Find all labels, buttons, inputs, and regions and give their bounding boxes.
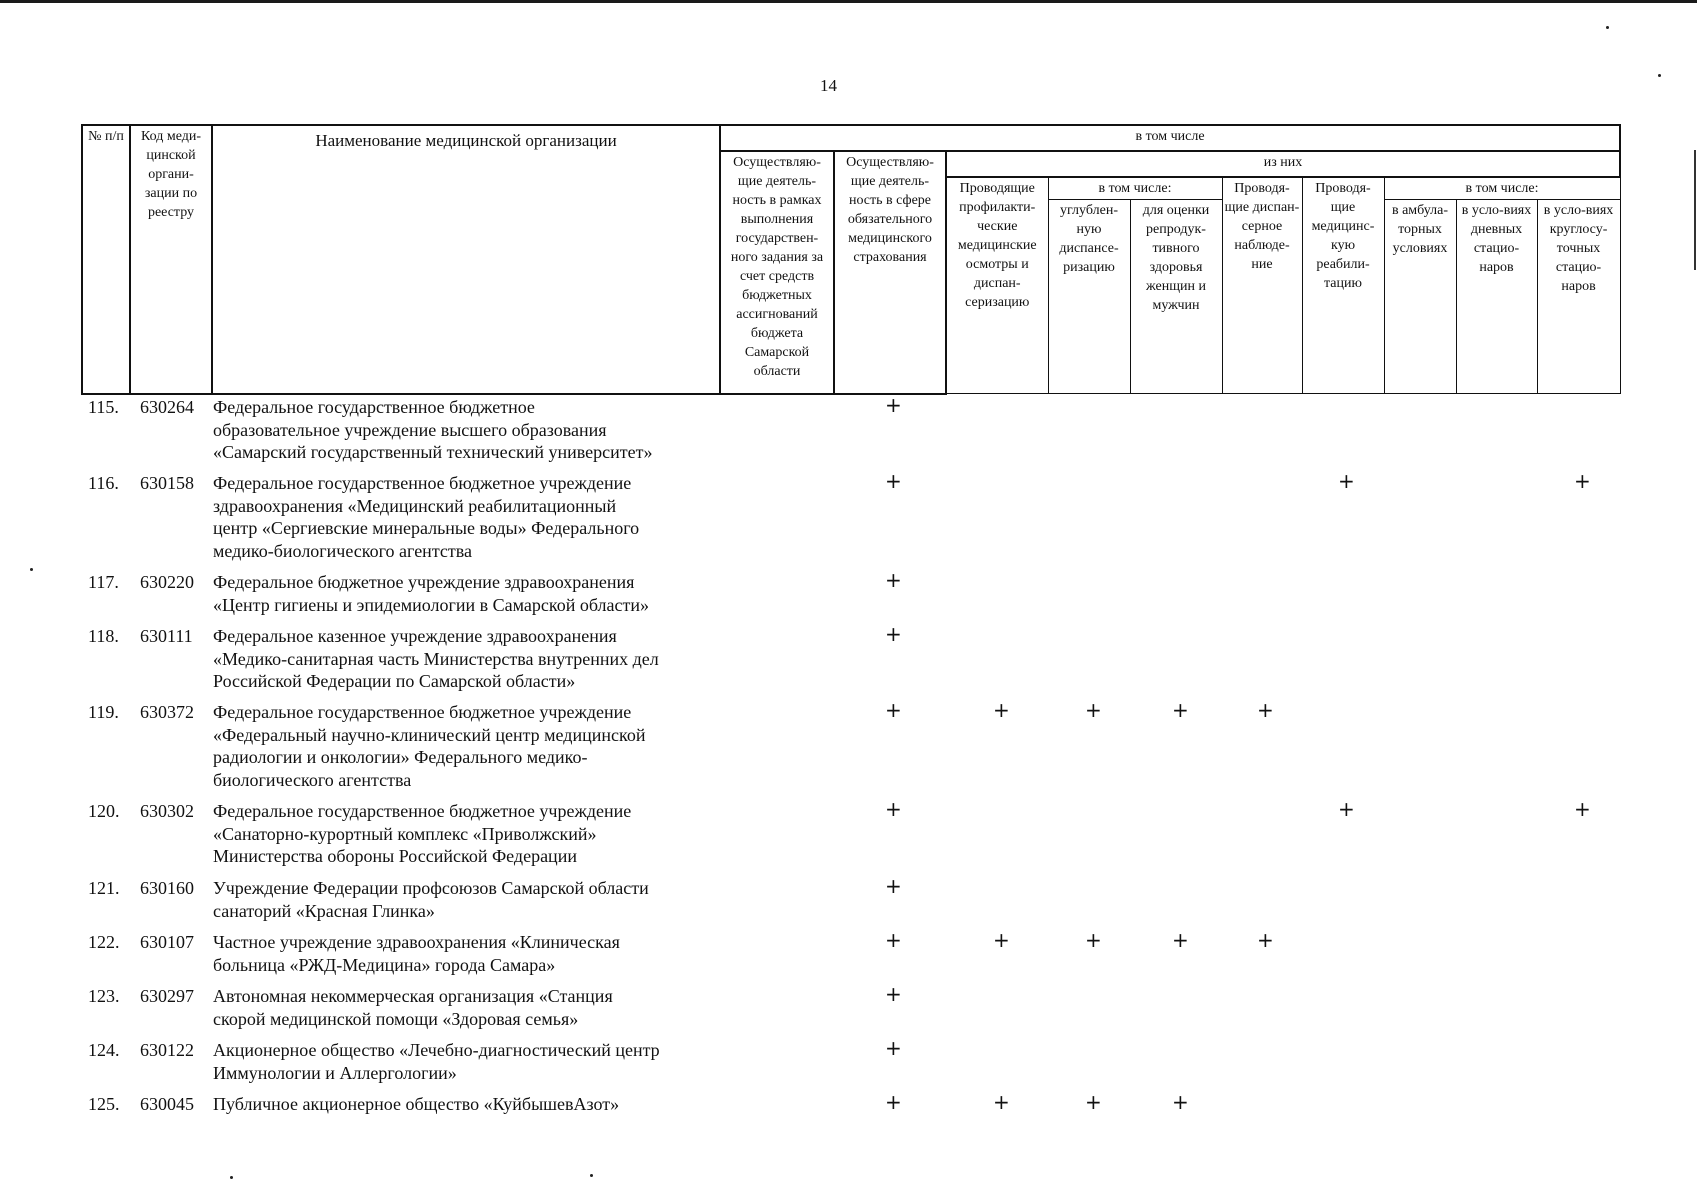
plus-mark-round: + (1574, 797, 1591, 821)
name-line: здравоохранения «Медицинский реабилитационный (213, 495, 617, 516)
scan-speck (590, 1174, 593, 1177)
plus-mark-dispnab: + (1257, 698, 1274, 722)
header-col-round: в усло-виях круглосу-точных стацио-наров (1537, 200, 1620, 394)
header-col-state-task: Осуществляю-щие деятель-ность в рамках выполнения государствен-ного задания за счет средств бюджетных ассигнований бюджета Самарской области (720, 151, 834, 394)
header-col-deep: углублен-ную диспансе-ризацию (1048, 200, 1130, 394)
plus-mark-oms: + (885, 568, 902, 592)
row-code: 630107 (140, 932, 194, 952)
row-number: 125. (88, 1094, 120, 1114)
header-group-in-total: в том числе (720, 125, 1620, 151)
row-organization-name (213, 931, 733, 976)
plus-mark-oms: + (885, 393, 902, 417)
row-organization-name (213, 472, 733, 562)
row-number: 124. (88, 1040, 120, 1060)
header-col-dispnab: Проводя-щие диспан-серное наблюде-ние (1222, 177, 1302, 394)
name-line: «Федеральный научно-клинический центр медицинской (213, 724, 646, 745)
plus-mark-repro: + (1172, 698, 1189, 722)
row-organization-name (213, 625, 733, 693)
header-col-code: Код меди-цинской органи-зации по реестру (130, 125, 212, 394)
name-line: биологического агентства (213, 769, 412, 790)
plus-mark-oms: + (885, 982, 902, 1006)
row-number: 119. (88, 702, 119, 722)
header-col-day: в усло-виях дневных стацио-наров (1456, 200, 1537, 394)
row-organization-name (213, 985, 733, 1030)
header-group-including-1: в том числе: (1048, 177, 1222, 200)
name-line: Федеральное государственное бюджетное учреждение (213, 473, 632, 493)
row-organization-name (213, 1039, 733, 1084)
row-number: 120. (88, 801, 120, 821)
plus-mark-round: + (1574, 469, 1591, 493)
page-number: 14 (820, 76, 837, 95)
name-line: центр «Сергиевские минеральные воды» Федерального (213, 518, 640, 538)
plus-mark-oms: + (885, 928, 902, 952)
row-number: 115. (88, 397, 119, 417)
name-line: Частное учреждение здравоохранения «Клиническая (213, 932, 620, 952)
row-code: 630045 (140, 1094, 194, 1114)
name-line: санаторий «Красная Глинка» (213, 900, 435, 921)
header-col-name: Наименование медицинской организации (212, 125, 720, 394)
name-line: Федеральное государственное бюджетное учреждение (213, 801, 632, 821)
name-line: Учреждение Федерации профсоюзов Самарской области (213, 878, 649, 898)
plus-mark-oms: + (885, 1090, 902, 1114)
row-code: 630111 (140, 626, 193, 646)
plus-mark-oms: + (885, 698, 902, 722)
plus-mark-deep: + (1085, 928, 1102, 952)
name-line: Российской Федерации по Самарской области» (213, 671, 576, 691)
row-code: 630297 (140, 986, 194, 1006)
name-line: Федеральное казенное учреждение здравоохранения (213, 626, 617, 646)
name-line: Федеральное государственное бюджетное учреждение (213, 702, 632, 722)
name-line: «Медико-санитарная часть Министерства внутренних дел (213, 648, 659, 669)
header-col-number: № п/п (82, 125, 130, 394)
scan-speck (1658, 74, 1661, 77)
name-line: медико-биологического агентства (213, 540, 473, 561)
row-organization-name (213, 877, 733, 922)
plus-mark-oms: + (885, 797, 902, 821)
name-line: Автономная некоммерческая организация «Станция (213, 986, 613, 1006)
header-col-prof: Проводящие профилакти-ческие медицинские осмотры и диспан-серизацию (946, 177, 1048, 394)
plus-mark-repro: + (1172, 1090, 1189, 1114)
plus-mark-deep: + (1085, 1090, 1102, 1114)
header-col-oms: Осуществляю-щие деятель-ность в сфере обязательного медицинского страхования (834, 151, 946, 394)
row-organization-name (213, 800, 733, 868)
name-line: Публичное акционерное общество «КуйбышевАзот» (213, 1094, 620, 1114)
plus-mark-oms: + (885, 622, 902, 646)
plus-mark-prof: + (993, 1090, 1010, 1114)
row-code: 630122 (140, 1040, 194, 1060)
name-line: «Санаторно-курортный комплекс «Приволжский» (213, 823, 597, 844)
row-code: 630264 (140, 397, 194, 417)
row-code: 630158 (140, 473, 194, 493)
scan-speck (230, 1176, 233, 1179)
row-number: 116. (88, 473, 119, 493)
plus-mark-oms: + (885, 469, 902, 493)
header-group-of-them: из них (946, 151, 1620, 177)
header-col-rehab: Проводя-щие медицинс-кую реабили-тацию (1302, 177, 1384, 394)
name-line: Федеральное бюджетное учреждение здравоохранения (213, 572, 635, 592)
row-number: 117. (88, 572, 119, 592)
scan-top-border (0, 0, 1697, 3)
row-organization-name (213, 396, 733, 464)
header-col-repro: для оценки репродук-тивного здоровья женщин и мужчин (1130, 200, 1222, 394)
scan-right-edge-mark (1694, 150, 1696, 270)
row-number: 118. (88, 626, 119, 646)
name-line: «Самарский государственный технический университет» (213, 442, 653, 462)
row-code: 630160 (140, 878, 194, 898)
plus-mark-oms: + (885, 1036, 902, 1060)
row-organization-name (213, 1093, 733, 1116)
row-number: 123. (88, 986, 120, 1006)
row-organization-name (213, 701, 733, 791)
plus-mark-oms: + (885, 874, 902, 898)
row-code: 630220 (140, 572, 194, 592)
name-line: Федеральное государственное бюджетное (213, 397, 535, 417)
name-line: радиологии и онкологии» Федерального медико- (213, 747, 588, 767)
plus-mark-prof: + (993, 928, 1010, 952)
header-group-including-2: в том числе: (1384, 177, 1620, 200)
row-organization-name (213, 571, 733, 616)
row-number: 121. (88, 878, 120, 898)
plus-mark-rehab: + (1338, 797, 1355, 821)
scan-speck (1606, 26, 1609, 29)
plus-mark-repro: + (1172, 928, 1189, 952)
plus-mark-deep: + (1085, 698, 1102, 722)
row-code: 630302 (140, 801, 194, 821)
name-line: Акционерное общество «Лечебно-диагностический центр (213, 1040, 660, 1060)
plus-mark-rehab: + (1338, 469, 1355, 493)
table-header (81, 124, 1621, 395)
name-line: больница «РЖД-Медицина» города Самара» (213, 954, 556, 975)
name-line: образовательное учреждение высшего образования (213, 419, 607, 440)
name-line: Министерства обороны Российской Федерации (213, 846, 577, 866)
row-code: 630372 (140, 702, 194, 722)
header-col-amb: в амбула-торных условиях (1384, 200, 1456, 394)
name-line: Иммунологии и Аллергологии» (213, 1062, 457, 1083)
name-line: «Центр гигиены и эпидемиологии в Самарской области» (213, 594, 650, 615)
row-number: 122. (88, 932, 120, 952)
plus-mark-prof: + (993, 698, 1010, 722)
name-line: скорой медицинской помощи «Здоровая семья» (213, 1008, 579, 1029)
plus-mark-dispnab: + (1257, 928, 1274, 952)
scan-speck (30, 568, 33, 571)
